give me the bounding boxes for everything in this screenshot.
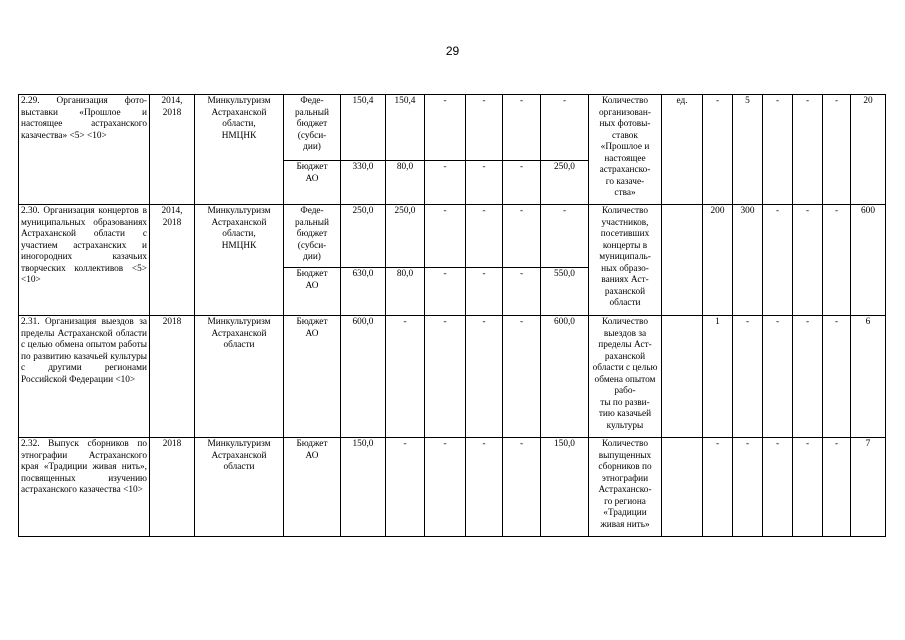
- funding-year-value: -: [466, 316, 503, 438]
- activity-years: 2018: [150, 438, 195, 537]
- activity-executor: Минкультуризм Астраханской области: [195, 316, 284, 438]
- activity-executor: Минкультуризм Астраханской области: [195, 438, 284, 537]
- funding-source: Бюджет АО: [284, 268, 341, 316]
- funding-year-value: -: [466, 95, 503, 161]
- activity-years: 2014, 2018: [150, 205, 195, 316]
- indicator-value: -: [703, 438, 733, 537]
- indicator-value: 20: [851, 95, 886, 205]
- indicator-unit: [662, 438, 703, 537]
- indicator-value: 1: [703, 316, 733, 438]
- indicator-name: Количество выпущенных сборников по этнографии Астраханско- го региона «Традиции живая нить»: [589, 438, 662, 537]
- funding-year-value: 250,0: [386, 205, 425, 268]
- funding-total: 150,4: [341, 95, 386, 161]
- funding-year-value: 80,0: [386, 161, 425, 205]
- indicator-value: 5: [733, 95, 763, 205]
- indicator-unit: [662, 205, 703, 316]
- activity-title: 2.30. Организация концертов в муниципальных образованиях Астраханской области с участием астраханских и иногородних казачьих творческих коллективов <5> <10>: [19, 205, 150, 316]
- activity-title: 2.32. Выпуск сборников по этнографии Астраханского края «Традиции живая нить», посвященных изучению астраханского казачества <10>: [19, 438, 150, 537]
- funding-source: Феде- ральный бюджет (субси- дии): [284, 205, 341, 268]
- funding-year-value: -: [466, 268, 503, 316]
- funding-source: Бюджет АО: [284, 161, 341, 205]
- funding-year-value: -: [425, 268, 466, 316]
- indicator-unit: ед.: [662, 95, 703, 205]
- page-number: 29: [445, 44, 460, 58]
- indicator-name: Количество организован- ных фотовы- ставок «Прошлое и настоящее астраханско- го казаче- ства»: [589, 95, 662, 205]
- funding-year-value: 250,0: [541, 161, 589, 205]
- indicator-name: Количество участников, посетивших концерты в муниципаль- ных образо- ваниях Аст- раханской области: [589, 205, 662, 316]
- indicator-value: -: [793, 316, 823, 438]
- funding-total: 150,0: [341, 438, 386, 537]
- funding-year-value: -: [386, 316, 425, 438]
- indicator-value: -: [763, 95, 793, 205]
- activity-executor: Минкультуризм Астраханской области, НМЦНК: [195, 95, 284, 205]
- funding-year-value: 80,0: [386, 268, 425, 316]
- funding-year-value: -: [466, 205, 503, 268]
- funding-year-value: 600,0: [541, 316, 589, 438]
- funding-year-value: -: [425, 316, 466, 438]
- funding-year-value: -: [541, 95, 589, 161]
- indicator-value: -: [823, 438, 851, 537]
- funding-year-value: 550,0: [541, 268, 589, 316]
- funding-total: 600,0: [341, 316, 386, 438]
- funding-year-value: -: [425, 95, 466, 161]
- funding-total: 330,0: [341, 161, 386, 205]
- funding-year-value: 150,4: [386, 95, 425, 161]
- funding-total: 630,0: [341, 268, 386, 316]
- indicator-value: -: [763, 205, 793, 316]
- funding-year-value: -: [503, 161, 541, 205]
- indicator-value: -: [763, 438, 793, 537]
- funding-year-value: -: [503, 268, 541, 316]
- indicator-value: 300: [733, 205, 763, 316]
- funding-year-value: -: [466, 161, 503, 205]
- funding-year-value: -: [541, 205, 589, 268]
- indicator-value: 200: [703, 205, 733, 316]
- table-row: [19, 205, 886, 268]
- funding-source: Феде- ральный бюджет (субси- дии): [284, 95, 341, 161]
- indicator-value: -: [763, 316, 793, 438]
- indicator-value: -: [703, 95, 733, 205]
- activity-executor: Минкультуризм Астраханской области, НМЦНК: [195, 205, 284, 316]
- funding-year-value: -: [425, 205, 466, 268]
- indicator-value: -: [793, 95, 823, 205]
- funding-year-value: -: [503, 316, 541, 438]
- indicator-value: -: [823, 95, 851, 205]
- indicator-name: Количество выездов за пределы Аст- раханской области с целью обмена опытом рабо- ты по разви- тию казачьей культуры: [589, 316, 662, 438]
- indicator-value: 600: [851, 205, 886, 316]
- funding-year-value: -: [503, 95, 541, 161]
- table-row: [19, 316, 886, 438]
- indicator-value: -: [733, 438, 763, 537]
- indicator-value: -: [823, 316, 851, 438]
- funding-year-value: -: [503, 205, 541, 268]
- indicator-value: 7: [851, 438, 886, 537]
- indicator-value: -: [793, 205, 823, 316]
- table-row: [19, 95, 886, 161]
- activity-years: 2014, 2018: [150, 95, 195, 205]
- funding-year-value: 150,0: [541, 438, 589, 537]
- indicator-value: -: [733, 316, 763, 438]
- funding-year-value: -: [425, 438, 466, 537]
- funding-source: Бюджет АО: [284, 438, 341, 537]
- funding-year-value: -: [386, 438, 425, 537]
- funding-year-value: -: [425, 161, 466, 205]
- funding-year-value: -: [466, 438, 503, 537]
- indicator-unit: [662, 316, 703, 438]
- activity-title: 2.29. Организация фотовыставки «Прошлое и настоящее астраханского казачества» <5> <10>: [19, 95, 150, 205]
- funding-total: 250,0: [341, 205, 386, 268]
- indicator-value: -: [793, 438, 823, 537]
- funding-source: Бюджет АО: [284, 316, 341, 438]
- funding-year-value: -: [503, 438, 541, 537]
- activity-title: 2.31. Организация выездов за пределы Астраханской области с целью обмена опытом работы по развитию казачьей культуры с другими регионами Российской Федерации <10>: [19, 316, 150, 438]
- table-row: [19, 438, 886, 537]
- indicator-value: 6: [851, 316, 886, 438]
- activity-years: 2018: [150, 316, 195, 438]
- program-table: [18, 94, 886, 537]
- indicator-value: -: [823, 205, 851, 316]
